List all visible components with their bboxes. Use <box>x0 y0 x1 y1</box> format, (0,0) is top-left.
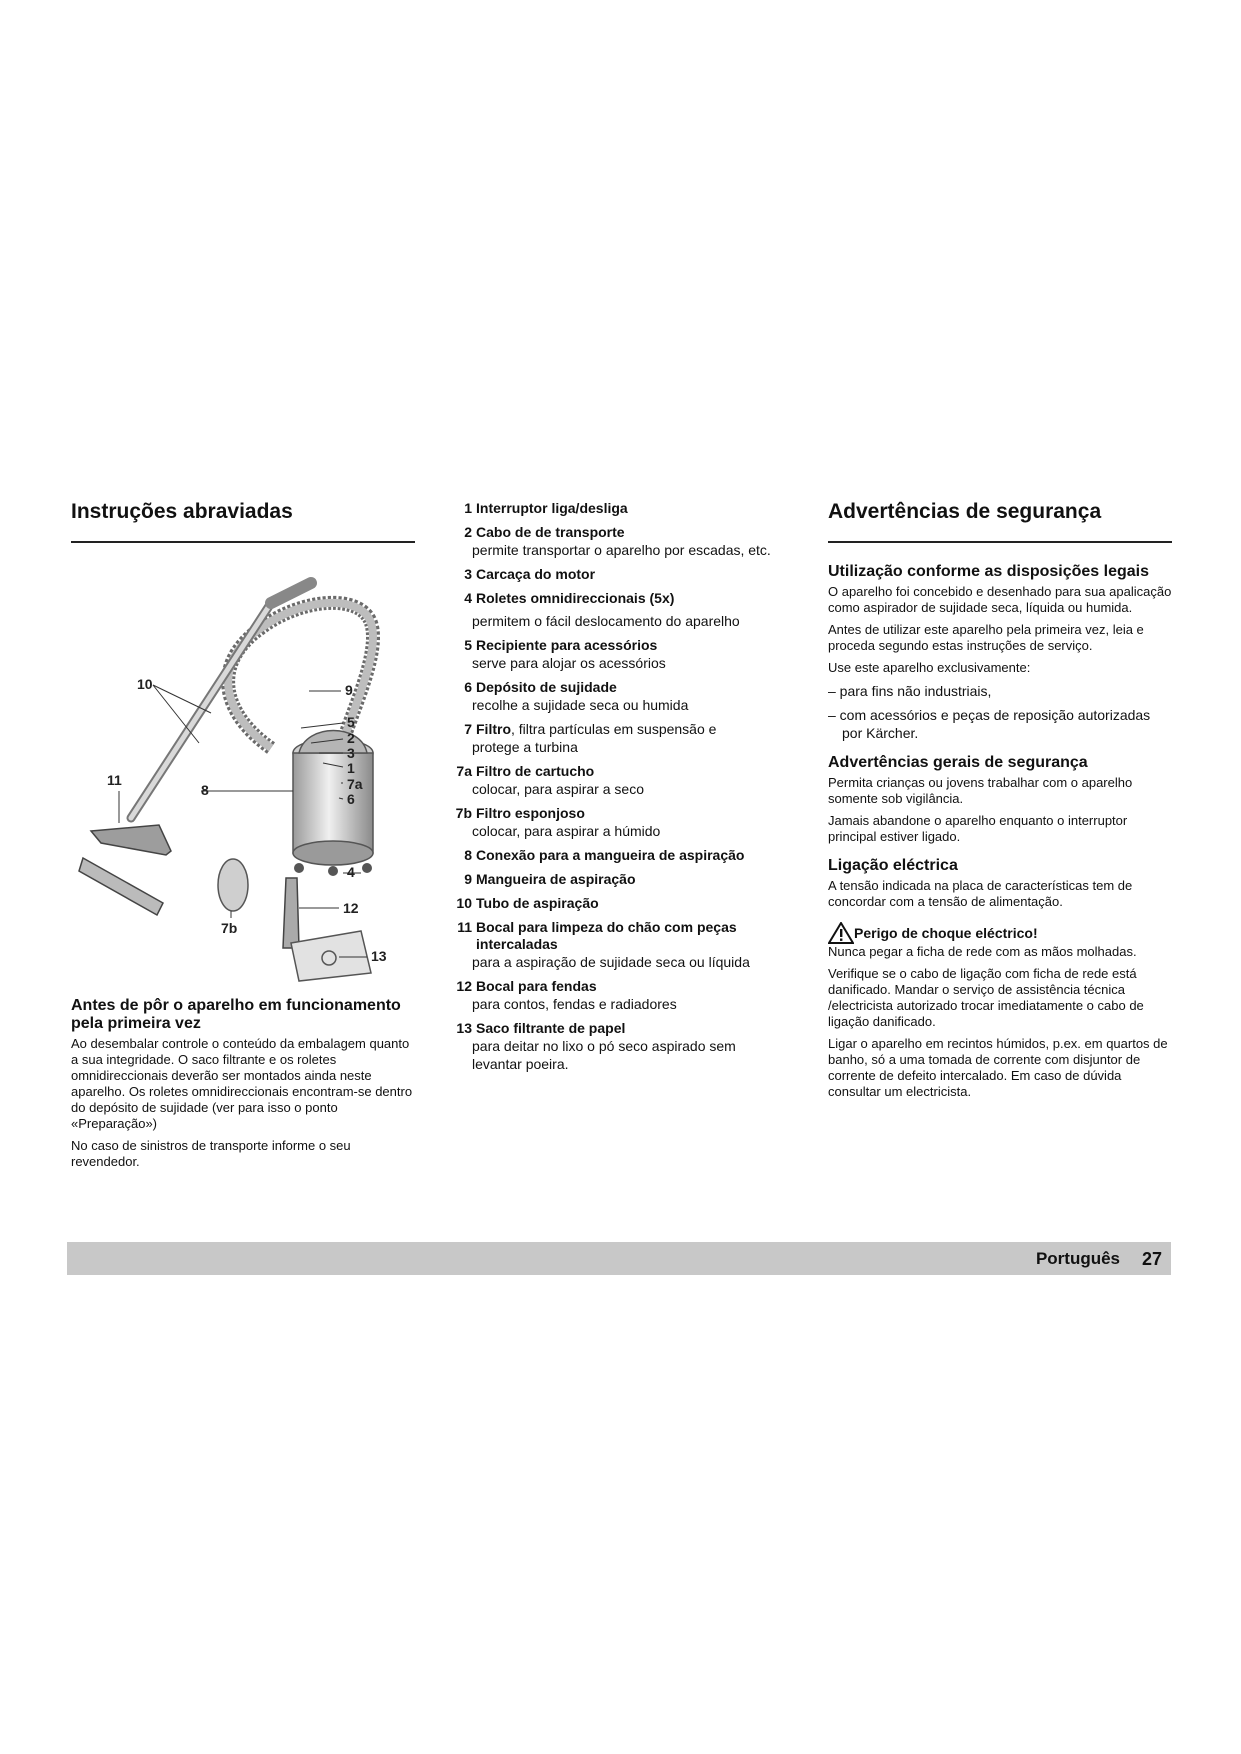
item-number: 7 <box>464 721 472 737</box>
list-item <box>448 895 788 912</box>
item-description: colocar, para aspirar a húmido <box>472 823 661 839</box>
list-item <box>448 978 788 1013</box>
figure-label-3: 3 <box>347 745 355 761</box>
item-number: 6 <box>464 679 472 695</box>
list-item <box>448 566 788 583</box>
setup-paragraph-1: Ao desembalar controle o conteúdo da embalagem quanto a sua integridade. O saco filtrante e os roletes omnidireccionais deverão ser montados ainda neste aparelho. Os roletes omnidireccionais encontram-se dentro do depósito de sujidade (ver para isso o ponto «Preparação») <box>71 1036 413 1131</box>
item-number: 8 <box>464 847 472 863</box>
item-description: para contos, fendas e radiadores <box>472 996 677 1012</box>
item-title: Conexão para a mangueira de aspiração <box>476 847 745 863</box>
figure-label-2: 2 <box>347 730 355 746</box>
usage-paragraph-1: O aparelho foi concebido e desenhado para sua apalicação como aspirador de sujidade seca, líquida ou humida. <box>828 584 1172 615</box>
list-item <box>448 919 788 971</box>
page-title-right: Advertências de segurança <box>828 500 1102 523</box>
figure-label-8: 8 <box>201 782 209 798</box>
usage-dash-item-2: – com acessórios e peças de reposição autorizadas por Kärcher. <box>828 707 1151 741</box>
item-title: Recipiente para acessórios <box>476 637 658 653</box>
vacuum-illustration <box>71 553 415 983</box>
vacuum-diagram <box>71 553 415 983</box>
item-description: serve para alojar os acessórios <box>472 655 666 671</box>
general-safety-paragraph-1: Permita crianças ou jovens trabalhar com o aparelho somente sob vigilância. <box>828 775 1133 806</box>
item-description: recolhe a sujidade seca ou humida <box>472 697 689 713</box>
item-title: Filtro de cartucho <box>476 763 595 779</box>
list-item <box>448 1020 788 1073</box>
footer-language: Português <box>1035 1249 1120 1268</box>
warning-triangle-icon <box>828 922 854 944</box>
divider <box>71 541 415 543</box>
item-title: Bocal para limpeza do chão com peças intercaladas <box>476 919 737 952</box>
usage-paragraph-2: Antes de utilizar este aparelho pela primeira vez, leia e proceda segundo estas instruções de serviço. <box>828 622 1144 653</box>
middle-column <box>448 500 788 1080</box>
list-item <box>448 590 788 630</box>
setup-paragraph-2: No caso de sinistros de transporte informe o seu revendedor. <box>71 1138 351 1169</box>
general-safety-paragraph-2: Jamais abandone o aparelho enquanto o interruptor principal estiver ligado. <box>828 813 1128 844</box>
item-title: Tubo de aspiração <box>476 895 599 911</box>
figure-label-6: 6 <box>347 791 355 807</box>
item-title: Mangueira de aspiração <box>476 871 636 887</box>
item-number: 3 <box>464 566 472 582</box>
item-number: 10 <box>456 895 472 911</box>
electrical-paragraph-2: Nunca pegar a ficha de rede com as mãos molhadas. <box>828 944 1137 959</box>
parts-list <box>448 500 788 1073</box>
item-number: 1 <box>464 500 472 516</box>
divider <box>828 541 1172 543</box>
item-title: Roletes omnidireccionais (5x) <box>476 590 675 606</box>
list-item <box>448 763 788 798</box>
figure-label-13: 13 <box>371 948 387 964</box>
item-number: 2 <box>464 524 472 540</box>
figure-label-12: 12 <box>343 900 359 916</box>
item-description: protege a turbina <box>472 739 578 755</box>
list-item <box>448 500 788 517</box>
electrical-paragraph-4: Ligar o aparelho em recintos húmidos, p.ex. em quartos de banho, só a uma tomada de corrente com disjuntor de corrente de defeito intercalado. Em caso de dúvida consultar um electricista. <box>828 1036 1168 1099</box>
section-title-electrical: Ligação eléctrica <box>828 857 958 874</box>
item-title: Carcaça do motor <box>476 566 596 582</box>
list-item <box>448 721 788 756</box>
item-title: Depósito de sujidade <box>476 679 617 695</box>
warning-line <box>828 922 1172 944</box>
usage-dash-item-1: – para fins não industriais, <box>828 683 992 699</box>
item-title: Bocal para fendas <box>476 978 597 994</box>
item-description: colocar, para aspirar a seco <box>472 781 644 797</box>
item-title: Filtro <box>476 721 511 737</box>
item-number: 13 <box>456 1020 472 1036</box>
right-column <box>828 493 1172 1106</box>
item-title-suffix: , filtra partículas em suspensão e <box>511 721 717 737</box>
page-title-left: Instruções abraviadas <box>71 500 293 523</box>
list-item <box>448 805 788 840</box>
item-number: 9 <box>464 871 472 887</box>
item-title: Saco filtrante de papel <box>476 1020 626 1036</box>
item-number: 5 <box>464 637 472 653</box>
figure-label-7a: 7a <box>347 776 363 792</box>
warning-label: Perigo de choque eléctrico! <box>854 925 1038 941</box>
electrical-paragraph-1: A tensão indicada na placa de características tem de concordar com a tensão de alimentação. <box>828 878 1133 909</box>
item-number: 11 <box>457 919 472 935</box>
item-title: Cabo de de transporte <box>476 524 625 540</box>
setup-section-title: Antes de pôr o aparelho em funcionamento pela primeira vez <box>71 997 401 1032</box>
figure-label-10: 10 <box>137 676 153 692</box>
item-number: 4 <box>464 590 472 606</box>
item-description: para deitar no lixo o pó seco aspirado sem levantar poeira. <box>472 1038 736 1072</box>
item-title: Interruptor liga/desliga <box>476 500 628 516</box>
footer-bar <box>67 1242 1171 1275</box>
item-title: Filtro esponjoso <box>476 805 585 821</box>
electrical-paragraph-3: Verifique se o cabo de ligação com ficha de rede está danificado. Mandar o serviço de assistência técnica /electricista autorizado trocar imediatamente o cabo de ligação danificado. <box>828 966 1144 1029</box>
list-item <box>448 524 788 559</box>
item-description: permite transportar o aparelho por escadas, etc. <box>472 542 771 558</box>
figure-label-1: 1 <box>347 760 355 776</box>
figure-label-9: 9 <box>345 682 353 698</box>
section-title-usage: Utilização conforme as disposições legais <box>828 563 1149 580</box>
list-item <box>448 847 788 864</box>
figure-label-7b: 7b <box>221 920 238 936</box>
item-number: 12 <box>456 978 472 994</box>
list-item <box>448 871 788 888</box>
figure-label-4: 4 <box>347 864 355 880</box>
section-title-general-safety: Advertências gerais de segurança <box>828 754 1088 771</box>
item-number: 7b <box>455 805 472 821</box>
item-number: 7a <box>456 763 472 779</box>
list-item <box>448 637 788 672</box>
figure-label-11: 11 <box>107 772 122 788</box>
item-description: para a aspiração de sujidade seca ou líquida <box>472 954 750 970</box>
item-description: permitem o fácil deslocamento do aparelho <box>472 613 740 629</box>
page-number: 27 <box>1141 1249 1162 1269</box>
left-column <box>71 493 415 1176</box>
figure-label-5: 5 <box>347 714 355 730</box>
usage-paragraph-3: Use este aparelho exclusivamente: <box>828 660 1031 675</box>
list-item <box>448 679 788 714</box>
